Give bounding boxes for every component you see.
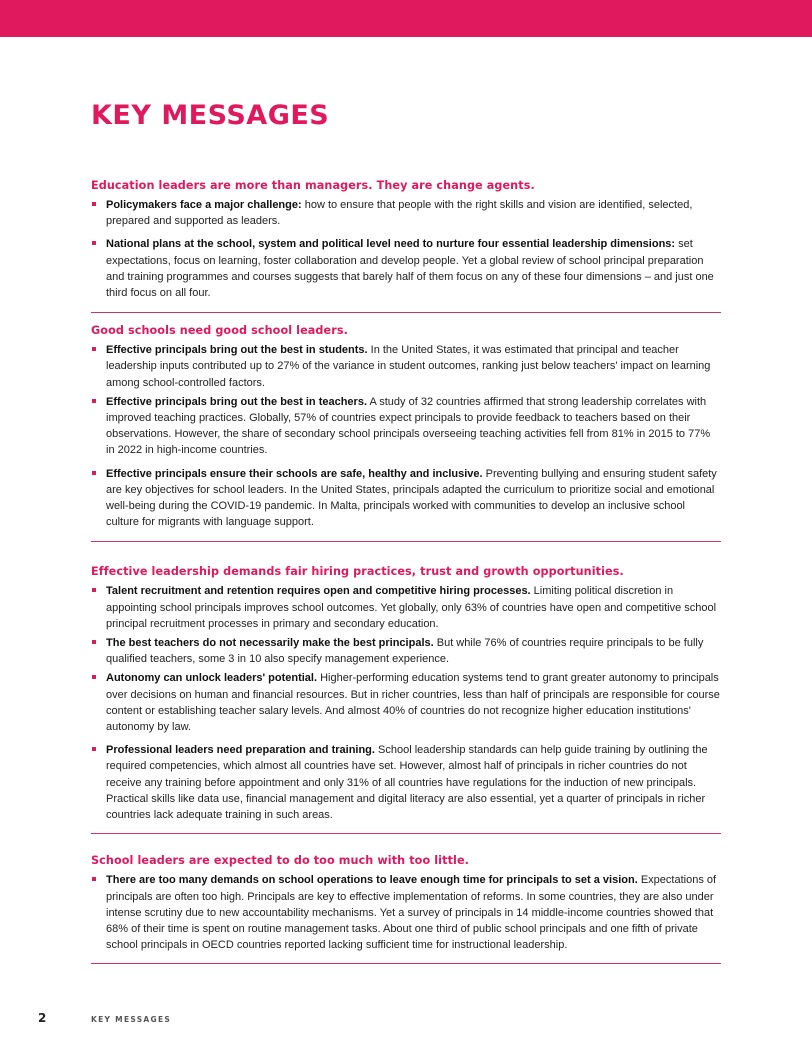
key-messages-content	[91, 178, 721, 964]
list-item	[91, 342, 721, 391]
list-item	[91, 670, 721, 735]
bullet-square-icon	[92, 347, 96, 351]
bullet-text: National plans at the school, system and political level need to nurture four essential leadership dimensions: set expectations, focus on learning, foster collaboration and develop people. Yet a global review of school principal preparation and training programmes and courses suggests that barely half of them focus on any of these four dimensions – and just one third focus on all four.	[106, 238, 714, 300]
bullet-square-icon	[92, 675, 96, 679]
list-item	[91, 583, 721, 632]
section-heading: Effective leadership demands fair hiring practices, trust and growth opportunities.	[91, 565, 624, 579]
bullet-square-icon	[92, 399, 96, 403]
list-item	[91, 635, 721, 667]
list-item	[91, 466, 721, 531]
footer-section-label: KEY MESSAGES	[91, 1015, 172, 1024]
bullet-text: Professional leaders need preparation and training. School leadership standards can help guide training by outlining the required competencies, which almost all countries have set. However, almost half of principals in richer countries do not receive any training before appointment and only 31% of all countries have regulations for the induction of new principals. Practical skills like data use, financial management and digital literacy are also essential, yet a quarter of principals in richer countries lack adequate training in such areas.	[106, 744, 708, 822]
bullet-text: Effective principals bring out the best in teachers. A study of 32 countries affirmed that strong leadership correlates with improved teaching practices. Globally, 57% of countries expect principals to provide feedback to teachers based on their observations. However, the share of secondary school principals overseeing teaching activities fell from 81% in 2015 to 77% in 2022 in high-income countries.	[106, 395, 711, 457]
header-color-band	[0, 0, 812, 37]
bullet-square-icon	[92, 877, 96, 881]
bullet-text: Effective principals bring out the best in students. In the United States, it was estimated that principal and teacher leadership inputs contributed up to 27% of the variance in student outcomes, ranking just below teachers' impact on learning among school-controlled factors.	[106, 344, 711, 389]
bullet-square-icon	[92, 202, 96, 206]
bullet-text: Effective principals ensure their schools are safe, healthy and inclusive. Preventing bullying and ensuring student safety are key objectives for school leaders. In the United States, principals adapted the curriculum to prioritize social and emotional well-being during the COVID-19 pandemic. In Malta, principals worked with communities to develop an inclusive school culture for migrants with language support.	[106, 467, 717, 529]
bullet-text: Talent recruitment and retention requires open and competitive hiring processes. Limiting political discretion in appointing school principals improves school outcomes. Yet globally, only 63% of countries have open and competitive school principal recruitment processes in primary and secondary education.	[106, 585, 717, 630]
bullet-text: The best teachers do not necessarily make the best principals. But while 76% of countries require principals to be fully qualified teachers, some 3 in 10 also specify management experience.	[106, 637, 704, 666]
bullet-text: There are too many demands on school operations to leave enough time for principals to set a vision. Expectations of principals are often too high. Principals are key to effective implementation of reforms. In some countries, they are also under intense scrutiny due to new accountability mechanisms. Yet a survey of principals in 14 middle-income countries showed that 68% of their time is spent on routine management tasks. About one third of public school principals and one fifth of private school principals in OECD countries reported lacking sufficient time for instructional leadership.	[106, 874, 717, 952]
bullet-square-icon	[92, 471, 96, 475]
bullet-text: Autonomy can unlock leaders' potential. Higher-performing education systems tend to grant greater autonomy to principals over decisions on human and financial resources. But in richer countries, less than half of principals are responsible for course content or establishing teacher salary levels. And almost 40% of countries do not recognize higher education institutions' autonomy by law.	[106, 672, 720, 734]
bullet-text: Policymakers face a major challenge: how to ensure that people with the right skills and vision are identified, selected, prepared and supported as leaders.	[106, 199, 693, 228]
page-title: KEY MESSAGES	[91, 100, 330, 131]
bullet-square-icon	[92, 747, 96, 751]
section-good-schools	[91, 323, 721, 542]
bullet-square-icon	[92, 640, 96, 644]
section-too-much-too-little	[91, 853, 721, 964]
list-item	[91, 236, 721, 301]
page-number: 2	[38, 1011, 47, 1025]
list-item	[91, 742, 721, 823]
bullet-square-icon	[92, 588, 96, 592]
list-item	[91, 872, 721, 953]
section-heading: Good schools need good school leaders.	[91, 324, 348, 338]
list-item	[91, 394, 721, 459]
section-heading: School leaders are expected to do too much with too little.	[91, 854, 469, 868]
list-item	[91, 197, 721, 229]
section-heading: Education leaders are more than managers. They are change agents.	[91, 179, 535, 192]
bullet-square-icon	[92, 241, 96, 245]
section-hiring-practices	[91, 564, 721, 834]
section-change-agents	[91, 178, 721, 313]
